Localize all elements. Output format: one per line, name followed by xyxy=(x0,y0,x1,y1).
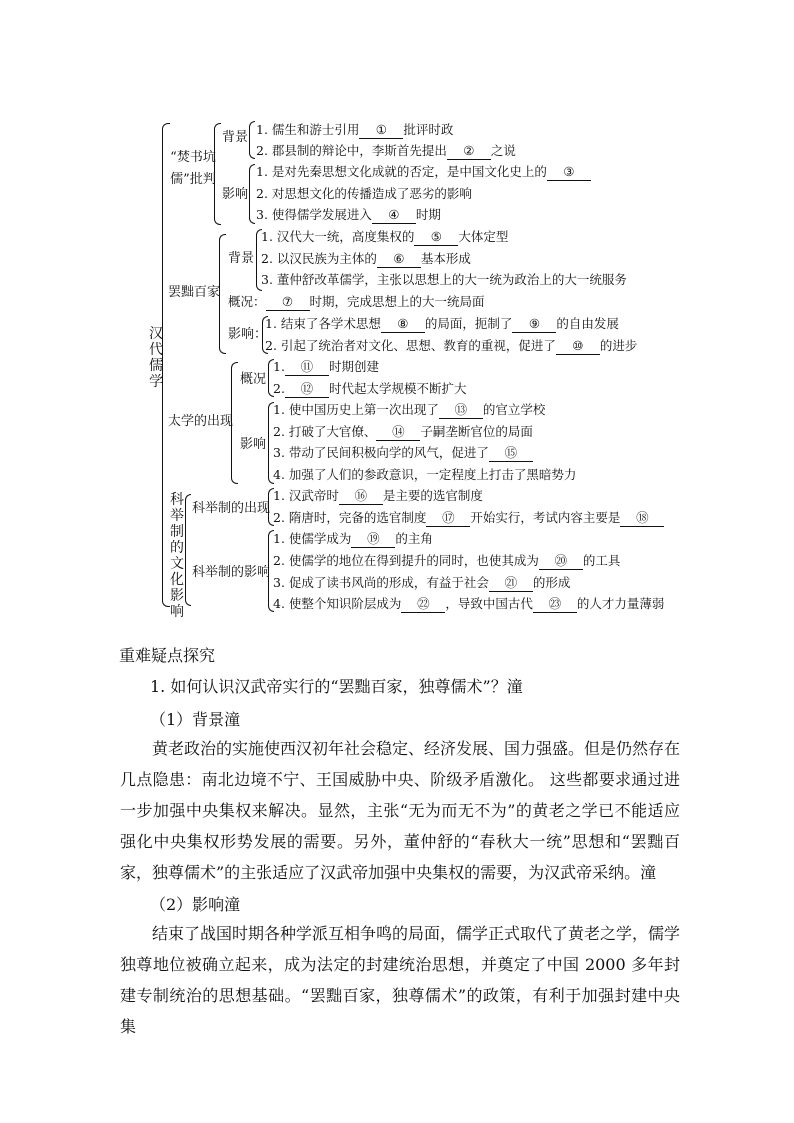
keju-impact-label: 科举制的影响 xyxy=(192,565,271,580)
bachu-bg-item: 2. 以汉民族为主体的 ⑥ 基本形成 xyxy=(261,251,471,266)
bachu-title: 罢黜百家 xyxy=(168,285,221,300)
fenshu-impact-label: 影响 xyxy=(222,187,249,202)
bachu-brace xyxy=(219,234,226,354)
fenshu-impact-item: 3. 使得儒学发展进入 ④ 时期 xyxy=(256,207,441,222)
fenshu-impact-item: 1. 是对先秦思想文化成就的否定，是中国文化史上的 ③ xyxy=(256,164,591,181)
keju-brace xyxy=(185,494,191,606)
taixue-impact-label: 影响 xyxy=(240,437,267,452)
keju-title: 科举制的文化影响 xyxy=(170,492,184,620)
fenshu-title: “焚书坑儒”批判 xyxy=(170,150,216,187)
bachu-impact-item: 2. 引起了统治者对文化、思想、教育的重视，促进了 ⑩ 的进步 xyxy=(265,338,638,353)
keju-impact-item: 3. 促成了读书风尚的形成，有益于社会 ㉑ 的形成 xyxy=(273,575,571,590)
keju-impact-item: 4. 使整个知识阶层成为 ㉒ ，导致中国古代 ㉓ 的人才力量薄弱 xyxy=(273,596,665,611)
question-1: 1. 如何认识汉武帝实行的“罢黜百家，独尊儒术”？潼 xyxy=(150,677,523,696)
bachu-overview: 概况： ⑦ 时期，完成思想上的大一统局面 xyxy=(228,294,485,309)
paragraph-impact: 结束了战国时期各种学派互相争鸣的局面，儒学正式取代了黄老之学，儒学独尊地位被确立起来，成为法定的封建统治思想，并奠定了中国 2000 多年封建专制统治的思想基础。“罢黜百家，独尊儒术”的政策，有利于加强封建中央集 xyxy=(120,924,681,1036)
bachu-impact-item: 1. 结束了各学术思想 ⑧ 的局面，扼制了 ⑨ 的自由发展 xyxy=(265,316,619,331)
fenshu-bg-item: 2. 郡县制的辩论中，李斯首先提出 ② 之说 xyxy=(256,143,516,158)
subheading-background: （1）背景潼 xyxy=(150,710,241,729)
keju-impact-item: 2. 使儒学的地位在得到提升的同时，也使其成为 ⑳ 的工具 xyxy=(273,553,621,568)
taixue-impact-item: 4. 加强了人们的参政意识，一定程度上打击了黑暗势力 xyxy=(273,467,577,482)
fenshu-bg-item: 1. 儒生和游士引用 ① 批评时政 xyxy=(256,122,454,137)
taixue-impact-item: 1. 使中国历史上第一次出现了 ⑬ 的官立学校 xyxy=(273,402,546,417)
fenshu-brace xyxy=(214,123,221,225)
bachu-bg-item: 3. 董仲舒改革儒学，主张以思想上的大一统为政治上的大一统服务 xyxy=(261,272,627,287)
fenshu-impact-item: 2. 对思想文化的传播造成了恶劣的影响 xyxy=(256,186,472,201)
fenshu-impact-brace xyxy=(249,164,255,224)
taixue-title: 太学的出现 xyxy=(168,414,234,429)
fenshu-bg-label: 背景 xyxy=(222,130,249,145)
taixue-impact-item: 3. 带动了民间积极向学的风气，促进了 ⑮ xyxy=(273,445,533,462)
bachu-bg-label: 背景 xyxy=(228,251,255,266)
taixue-overview-item: 1. ⑪ 时期创建 xyxy=(273,359,379,374)
taixue-brace xyxy=(231,362,238,484)
bachu-impact-label: 影响： xyxy=(228,327,268,342)
keju-appear-item: 2. 隋唐时，完备的选官制度 ⑰ 开始实行，考试内容主要是 ⑱ xyxy=(273,510,664,527)
taixue-overview-label: 概况 xyxy=(240,372,267,387)
bachu-bg-item: 1. 汉代大一统，高度集权的 ⑤ 大体定型 xyxy=(261,229,509,244)
paragraph-background: 黄老政治的实施使西汉初年社会稳定、经济发展、国力强盛。但是仍然存在几点隐患：南北边境不宁、王国威胁中央、阶级矛盾激化。 这些都要求通过进一步加强中央集权来解决。显然，主张“无为而无不为”的黄老之学已不能适应强化中央集权形势发展的需要。另外，董仲舒的“春秋大一统”思想和“罢黜百家，独尊儒术”的主张适应了汉武帝加强中央集权的需要，为汉武帝采纳。潼 xyxy=(120,739,681,882)
keju-impact-item: 1. 使儒学成为 ⑲ 的主角 xyxy=(273,531,433,546)
keju-appear-item: 1. 汉武帝时 ⑯ 是主要的选官制度 xyxy=(273,488,483,503)
subheading-impact: （2）影响潼 xyxy=(150,895,241,914)
keju-appear-label: 科举制的出现 xyxy=(192,501,271,516)
root-title: 汉代儒学 xyxy=(149,326,163,390)
taixue-impact-item: 2. 打破了大官僚、 ⑭ 子嗣垄断官位的局面 xyxy=(273,424,533,439)
taixue-overview-item: 2. ⑫ 时代起太学规模不断扩大 xyxy=(273,381,467,396)
section-heading: 重难疑点探究 xyxy=(119,646,216,665)
fenshu-bg-brace xyxy=(249,121,255,159)
